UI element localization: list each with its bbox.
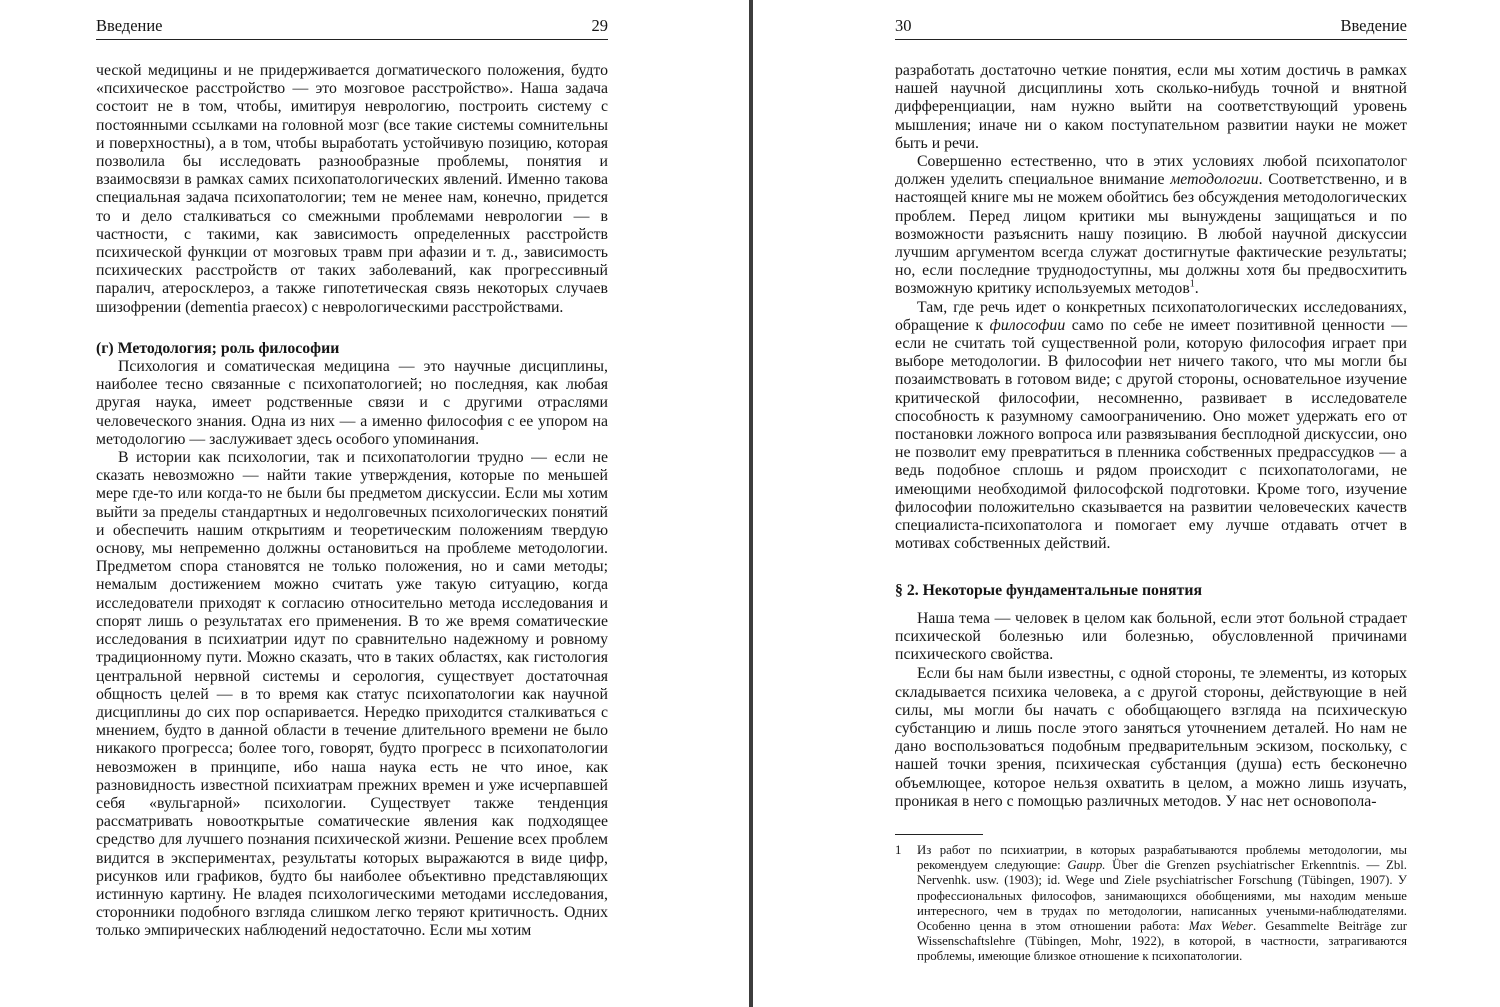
text-run: Über die Grenzen psychiatrischer Erkenntnis. — Zbl. Nervenhk. usw. (1903); id. Wege und Ziele psychiatrischer Forschung (Tübingen, 1907). У профессиональных философов, занимающихся обобщениями, мы находим меньше интересного, чем в трудах по методологии, написанных учеными-наблюдателями. Особенно ценна в этом отношении работа: bbox=[917, 858, 1408, 933]
footnote-reference[interactable]: 1 bbox=[1189, 279, 1195, 291]
paragraph: Если бы нам были известны, с одной стороны, те элементы, из которых складывается психика человека, а с другой стороны, действующие в ней силы, мы могли бы начать с обобщающего взгляда на психическую субстанцию и лишь после этого заняться уточнением деталей. Но нам не дано воспользоваться подобным предварительным эскизом, поскольку, с нашей точки зрения, психическая субстанция (душа) есть бесконечно объемлющее, которое нельзя охватить в целом, а можно лишь изучать, проникая в него с помощью различных методов. У нас нет основопола- bbox=[895, 665, 1407, 810]
running-head bbox=[96, 14, 608, 40]
paragraph: Наша тема — человек в целом как больной, если этот больной страдает психической болезнью или болезнью, обусловленной причинами психического свойства. bbox=[895, 609, 1407, 664]
paragraph: В истории как психологии, так и психопатологии трудно — если не сказать невозможно — найти такие утверждения, которые по меньшей мере где-то или когда-то не были бы предметом дискуссии. Если мы хотим выйти за пределы стандартных и недолговечных психологических понятий и обеспечить нашим открытиям и теоретическим положениям твердую основу, мы непременно должны остановиться на проблеме методологии. Предметом спора становятся не только положения, но и сами методы; немалым достижением можно считать уже такую ситуацию, когда исследователи приходят к согласию относительно метода исследования и спорят лишь о результатах его применения. В то же время соматические исследования в психиатрии идут по сравнительно надежному и ровному традиционному пути. Можно сказать, что в таких областях, как гистология центральной нервной системы и серология, существует достаточная общность целей — в то время как статус психопатологии как научной дисциплины до сих пор оспаривается. Нередко приходится сталкиваться с мнением, будто в данной области в течение длительного времени не было никакого прогресса; более того, говорят, будто прогресс в психопатологии невозможен в принципе, ибо наша наука есть не что иное, как разновидность известной психиатрам прежних времен и уже исчерпавшей себя «вульгарной» психологии. Существует также тенденция рассматривать новооткрытые соматические явления как подходящее средство для лучшего познания психической жизни. Решение всех проблем видится в экспериментах, результаты которых выражаются в виде цифр, рисунков или графиков, будто бы наиболее объективно представляющих истинную картину. Не владея психологическими методами исследования, сторонники подобного взгляда слишком легко теряют критичность. Одних только эмпирических наблюдений недостаточно. Если мы хотим bbox=[96, 449, 608, 940]
paragraph bbox=[895, 299, 1407, 554]
text-run: Из работ по психиатрии, в которых разрабатываются проблемы методологии, мы рекомендуем следующие: bbox=[917, 842, 1407, 873]
emphasis: философии bbox=[989, 316, 1066, 334]
emphasis: Max Weber bbox=[1188, 918, 1253, 933]
section-heading: § 2. Некоторые фундаментальные понятия bbox=[895, 582, 1203, 600]
running-head bbox=[895, 14, 1407, 40]
text-column bbox=[96, 62, 608, 941]
text-run: . Gesammelte Beiträge zur Wissenschaftslehre (Tübingen, Mohr, 1922), в которой, в частности, затрагиваются проблемы, имеющие близкое отношение к психопатологии. bbox=[917, 918, 1407, 964]
footnote-text bbox=[917, 843, 1407, 965]
text-run: Там, где речь идет о конкретных психопатологических исследованиях, обращение к bbox=[895, 298, 1407, 334]
footnote-number: 1 bbox=[895, 842, 902, 857]
paragraph: Психология и соматическая медицина — это научные дисциплины, наиболее тесно связанные с психопатологией; но последняя, как любая другая наука, имеет родственные связи и с другими отраслями человеческого знания. Одна из них — а именно философия с ее упором на методологию — заслуживает здесь особого упоминания. bbox=[96, 358, 608, 448]
text-run: . bbox=[1194, 280, 1199, 298]
running-head-title: Введение bbox=[96, 16, 163, 35]
right-page bbox=[753, 0, 1500, 1007]
paragraph: разработать достаточно четкие понятия, если мы хотим достичь в рамках нашей научной дисциплины хоть сколько-нибудь точной и внятной дифференциации, нам нужно выйти на соответствующий уровень мышления; иначе ни о каком поступательном развитии науки не может быть и речи. bbox=[895, 62, 1407, 152]
running-head-title: Введение bbox=[1340, 16, 1407, 35]
page-number: 29 bbox=[591, 16, 608, 35]
paragraph bbox=[895, 153, 1407, 299]
text-run: само по себе не имеет позитивной ценности — если не считать той существенной роли, которую философия играет при выборе методологии. В философии нет ничего такого, что мы могли бы позаимствовать в готовом виде; с другой стороны, основательное изучение критической философии, несомненно, развивает в исследователе способность к разумному самоограничению. Оно может удержать его от постановки ложного вопроса или развязывания бесплодной дискуссии, оно не позволит ему превратиться в пленника собственных предрассудков — а ведь подобное сплошь и рядом происходит с психопатологами, не имеющими необходимой философской подготовки. Кроме того, изучение философии положительно сказывается на развитии человеческих качеств специалиста-психопатолога и помогает ему лучше отдавать отчет в мотивах собственных действий. bbox=[895, 316, 1408, 553]
footnote bbox=[895, 843, 1407, 965]
emphasis: методологии bbox=[1170, 171, 1259, 189]
text-run: . Соответственно, и в настоящей книге мы не можем обойтись без обсуждения методологических проблем. Перед лицом критики мы вынуждены защищаться и по возможности разъяснить нашу позицию. В любой научной дискуссии лучшим аргументом всегда служат достигнутые фактические результаты; но, если последние труднодоступны, мы должны хотя бы предвосхитить возможную критику используемых методов bbox=[895, 171, 1407, 298]
text-column bbox=[895, 62, 1407, 965]
footnote-rule bbox=[895, 834, 983, 835]
page-number: 30 bbox=[895, 16, 912, 35]
emphasis: Gaupp. bbox=[1067, 858, 1106, 873]
left-page bbox=[0, 0, 749, 1007]
subsection-heading: (г) Методология; роль философии bbox=[96, 339, 340, 357]
paragraph: ческой медицины и не придерживается догматического положения, будто «психическое расстройство — это мозговое расстройство». Наша задача состоит не в том, чтобы, имитируя неврологию, построить систему с постоянными ссылками на головной мозг (все такие системы сомнительны и поверхностны), а в том, чтобы выработать устойчивую позицию, которая позволила бы исследовать разнообразные проблемы, понятия и взаимосвязи в рамках самих психопатологических явлений. Именно такова специальная задача психопатологии; тем не менее нам, конечно, придется то и дело сталкиваться со смежными проблемами неврологии — в частности, с такими, как зависимость определенных расстройств психической функции от мозговых травм при афазии и т. д., зависимость психических расстройств от таких заболеваний, как прогрессивный паралич, атеросклероз, а также гипотетическая связь некоторых случаев шизофрении (dementia praecox) с неврологическими расстройствами. bbox=[96, 62, 608, 316]
text-run: Совершенно естественно, что в этих условиях любой психопатолог должен уделить специальное внимание bbox=[895, 153, 1407, 189]
